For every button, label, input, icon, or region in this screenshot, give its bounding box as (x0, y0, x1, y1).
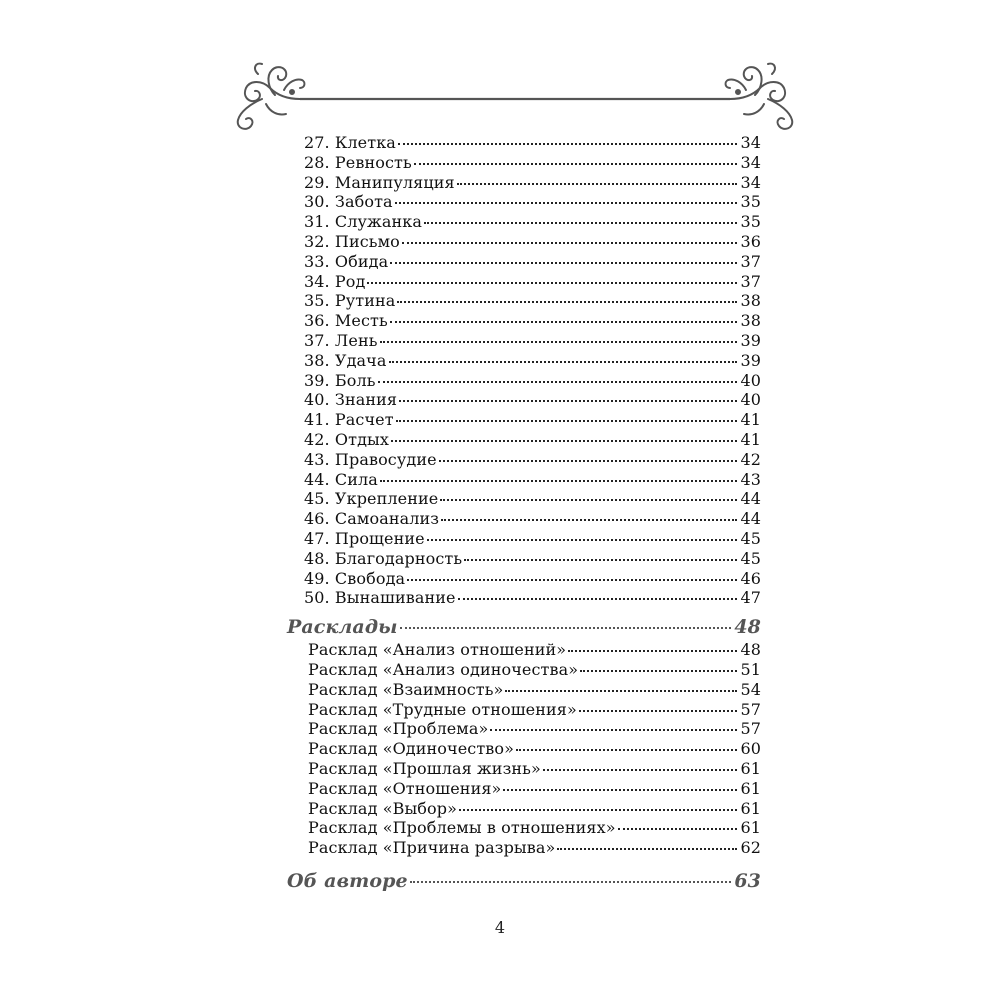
dot-leader (391, 440, 737, 442)
entry-title: 48. Благодарность (304, 548, 463, 568)
entry-title: Расклад «Выбор» (308, 798, 457, 818)
toc-entry[interactable] (287, 232, 761, 252)
entry-title: 28. Ревность (304, 152, 412, 172)
toc-entry[interactable] (287, 818, 761, 838)
dot-leader (395, 202, 738, 204)
entry-title: 50. Вынашивание (304, 588, 456, 608)
toc-entry[interactable] (287, 700, 761, 720)
entry-title: Расклад «Анализ одиночества» (308, 659, 579, 679)
entry-page: 45 (740, 528, 761, 548)
toc-entry[interactable] (287, 489, 761, 509)
dot-leader (390, 262, 737, 264)
entry-page: 38 (740, 311, 761, 331)
toc-entry[interactable] (287, 549, 761, 569)
dot-leader (579, 710, 738, 712)
toc-entry[interactable] (287, 719, 761, 739)
toc-entry[interactable] (287, 410, 761, 430)
toc-entry[interactable] (287, 569, 761, 589)
dot-leader (440, 499, 737, 501)
entry-page: 51 (740, 659, 761, 679)
toc-entry[interactable] (287, 450, 761, 470)
toc-entry[interactable] (287, 759, 761, 779)
toc-entry[interactable] (287, 509, 761, 529)
entry-title: 30. Забота (304, 192, 393, 212)
dot-leader (557, 848, 737, 850)
entry-title: Расклад «Анализ отношений» (308, 640, 567, 660)
entry-page: 37 (740, 251, 761, 271)
section-page: 63 (734, 869, 761, 892)
toc-entry[interactable] (287, 529, 761, 549)
entry-page: 61 (740, 778, 761, 798)
toc-entry[interactable] (287, 838, 761, 858)
flourish-right-icon (726, 64, 793, 129)
dot-leader (424, 222, 737, 224)
toc-entry[interactable] (287, 680, 761, 700)
dot-leader (543, 769, 738, 771)
toc-entry[interactable] (287, 779, 761, 799)
toc-entry[interactable] (287, 351, 761, 371)
page-number: 4 (494, 918, 506, 937)
entry-page: 34 (740, 133, 761, 152)
dot-leader (397, 301, 737, 303)
entry-page: 35 (740, 192, 761, 212)
dot-leader (399, 400, 737, 402)
dot-leader (380, 480, 737, 482)
entry-page: 46 (740, 568, 761, 588)
entry-title: Расклад «Проблема» (308, 719, 489, 739)
spreads-list (287, 640, 761, 858)
toc-entry[interactable] (287, 640, 761, 660)
entry-title: 46. Самоанализ (304, 509, 440, 529)
entry-page: 44 (740, 489, 761, 509)
toc-entry[interactable] (287, 192, 761, 212)
section-title: Расклады (287, 616, 398, 639)
toc-entry[interactable] (287, 470, 761, 490)
toc-entry[interactable] (287, 371, 761, 391)
section-page: 48 (734, 616, 761, 639)
section-heading-author[interactable] (287, 868, 761, 894)
toc-entry[interactable] (287, 390, 761, 410)
dot-leader (516, 749, 737, 751)
entry-page: 62 (740, 838, 761, 858)
dot-leader (568, 650, 737, 652)
dot-leader (505, 690, 737, 692)
entry-page: 34 (740, 172, 761, 192)
dot-leader (380, 341, 738, 343)
toc-entry[interactable] (287, 252, 761, 272)
dot-leader (398, 143, 738, 145)
dot-leader (414, 163, 738, 165)
dot-leader (464, 559, 737, 561)
entry-title: 36. Месть (304, 311, 388, 331)
entry-title: 40. Знания (304, 390, 398, 410)
dot-leader (396, 420, 738, 422)
dot-leader (458, 598, 738, 600)
dot-leader (618, 828, 738, 830)
entry-title: 47. Прощение (304, 528, 425, 548)
entry-page: 38 (740, 291, 761, 311)
toc-entry[interactable] (287, 588, 761, 608)
entry-title: 27. Клетка (304, 133, 396, 152)
entry-title: 37. Лень (304, 330, 378, 350)
entry-page: 35 (740, 212, 761, 232)
entry-title: 42. Отдых (304, 429, 390, 449)
dot-leader (378, 381, 738, 383)
dot-leader (410, 881, 732, 883)
entry-title: 34. Род (304, 271, 366, 291)
flourish-left-icon (238, 64, 305, 129)
entry-page: 61 (740, 758, 761, 778)
entry-page: 43 (740, 469, 761, 489)
toc-entry[interactable] (287, 331, 761, 351)
entry-page: 42 (740, 449, 761, 469)
entry-title: 44. Сила (304, 469, 378, 489)
entry-title: 35. Рутина (304, 291, 396, 311)
entry-title: Расклад «Причина разрыва» (308, 838, 556, 858)
entry-page: 36 (740, 231, 761, 251)
chapter-list (287, 133, 761, 608)
entry-page: 57 (740, 699, 761, 719)
header-ornament (0, 0, 1000, 140)
entry-title: Расклад «Прошлая жизнь» (308, 758, 541, 778)
entry-page: 39 (740, 330, 761, 350)
entry-page: 60 (740, 739, 761, 759)
entry-title: 33. Обида (304, 251, 389, 271)
dot-leader (457, 183, 738, 185)
entry-title: 43. Правосудие (304, 449, 437, 469)
dot-leader (367, 282, 737, 284)
entry-page: 57 (740, 719, 761, 739)
section-title: Об авторе (287, 869, 408, 892)
entry-page: 48 (740, 640, 761, 660)
toc-entry[interactable] (287, 311, 761, 331)
entry-page: 41 (740, 429, 761, 449)
table-of-contents (287, 133, 761, 894)
entry-page: 40 (740, 370, 761, 390)
dot-leader (441, 519, 737, 521)
toc-entry[interactable] (287, 291, 761, 311)
toc-entry[interactable] (287, 660, 761, 680)
dot-leader (390, 321, 738, 323)
toc-entry[interactable] (287, 272, 761, 292)
entry-page: 39 (740, 350, 761, 370)
entry-title: 45. Укрепление (304, 489, 439, 509)
entry-title: 31. Служанка (304, 212, 423, 232)
entry-page: 44 (740, 509, 761, 529)
entry-title: 39. Боль (304, 370, 376, 390)
dot-leader (400, 627, 732, 629)
dot-leader (580, 670, 737, 672)
dot-leader (407, 579, 737, 581)
entry-title: Расклад «Проблемы в отношениях» (308, 818, 616, 838)
entry-title: Расклад «Трудные отношения» (308, 699, 577, 719)
entry-page: 34 (740, 152, 761, 172)
entry-page: 37 (740, 271, 761, 291)
entry-page: 47 (740, 588, 761, 608)
toc-entry[interactable] (287, 739, 761, 759)
dot-leader (439, 460, 738, 462)
toc-entry[interactable] (287, 153, 761, 173)
entry-page: 61 (740, 798, 761, 818)
entry-page: 61 (740, 818, 761, 838)
entry-title: 32. Письмо (304, 231, 400, 251)
dot-leader (459, 809, 737, 811)
dot-leader (490, 729, 737, 731)
entry-title: Расклад «Взаимность» (308, 679, 504, 699)
entry-title: 29. Манипуляция (304, 172, 455, 192)
entry-page: 45 (740, 548, 761, 568)
dot-leader (402, 242, 738, 244)
entry-title: Расклад «Отношения» (308, 778, 502, 798)
toc-entry[interactable] (287, 173, 761, 193)
entry-title: 38. Удача (304, 350, 387, 370)
entry-title: 41. Расчет (304, 410, 394, 430)
toc-entry[interactable] (287, 133, 761, 153)
section-heading-spreads[interactable] (287, 614, 761, 640)
toc-entry[interactable] (287, 212, 761, 232)
dot-leader (427, 539, 738, 541)
dot-leader (503, 789, 737, 791)
entry-page: 41 (740, 410, 761, 430)
dot-leader (389, 361, 738, 363)
entry-title: 49. Свобода (304, 568, 406, 588)
entry-page: 54 (740, 679, 761, 699)
toc-entry[interactable] (287, 430, 761, 450)
entry-page: 40 (740, 390, 761, 410)
entry-title: Расклад «Одиночество» (308, 739, 515, 759)
toc-entry[interactable] (287, 799, 761, 819)
